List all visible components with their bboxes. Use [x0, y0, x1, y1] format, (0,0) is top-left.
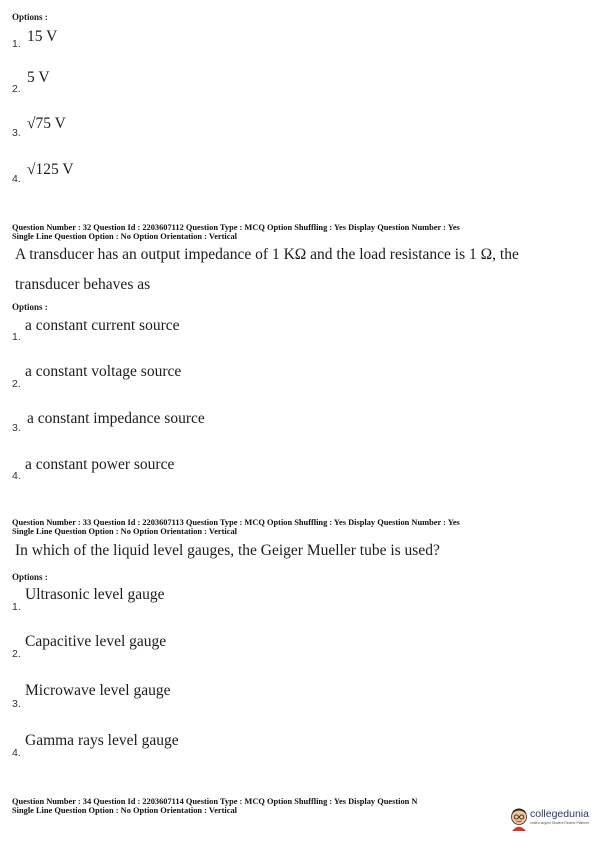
logo-tagline: India's largest Student Review Platform	[530, 821, 590, 825]
option-number: 2.	[12, 83, 21, 95]
option-number: 1.	[12, 38, 21, 50]
mascot-icon	[508, 806, 530, 832]
option-number: 3.	[12, 698, 21, 710]
option-text: Capacitive level gauge	[25, 633, 167, 650]
question-text: In which of the liquid level gauges, the Geiger Mueller tube is used?	[15, 542, 440, 559]
option-number: 3.	[12, 127, 21, 139]
question-text: transducer behaves as	[15, 276, 151, 293]
logo-wordmark: collegedunia	[530, 808, 589, 820]
collegedunia-logo	[508, 806, 592, 832]
question-meta: Question Number : 33 Question Id : 2203607113 Question Type : MCQ Option Shuffling : Yes Display Question Number : Yes	[12, 518, 460, 527]
options-label: Options :	[12, 572, 48, 582]
option-number: 4.	[12, 470, 21, 482]
option-text: a constant current source	[25, 317, 180, 334]
question-meta: Single Line Question Option : No Option Orientation : Vertical	[12, 527, 237, 536]
question-text: A transducer has an output impedance of 1 KΩ and the load resistance is 1 Ω, the	[15, 246, 519, 263]
question-meta: Question Number : 32 Question Id : 2203607112 Question Type : MCQ Option Shuffling : Yes Display Question Number : Yes	[12, 223, 460, 232]
option-text: a constant voltage source	[25, 363, 182, 380]
option-number: 3.	[12, 422, 21, 434]
question-meta: Question Number : 34 Question Id : 2203607114 Question Type : MCQ Option Shuffling : Yes Display Question N	[12, 797, 418, 806]
option-number: 1.	[12, 601, 21, 613]
option-text: 5 V	[27, 69, 50, 86]
option-number: 4.	[12, 747, 21, 759]
option-text: Ultrasonic level gauge	[25, 586, 165, 603]
option-text: a constant impedance source	[27, 410, 205, 427]
question-meta: Single Line Question Option : No Option Orientation : Vertical	[12, 806, 237, 815]
option-text: a constant power source	[25, 456, 175, 473]
options-label: Options :	[12, 12, 48, 22]
question-meta: Single Line Question Option : No Option Orientation : Vertical	[12, 232, 237, 241]
option-text: 15 V	[27, 28, 58, 45]
options-label: Options :	[12, 302, 48, 312]
option-number: 4.	[12, 173, 21, 185]
option-text: √75 V	[27, 115, 66, 132]
option-text: Gamma rays level gauge	[25, 732, 179, 749]
option-number: 2.	[12, 648, 21, 660]
option-text: Microwave level gauge	[25, 682, 171, 699]
option-text: √125 V	[27, 161, 74, 178]
option-number: 1.	[12, 331, 21, 343]
option-number: 2.	[12, 378, 21, 390]
